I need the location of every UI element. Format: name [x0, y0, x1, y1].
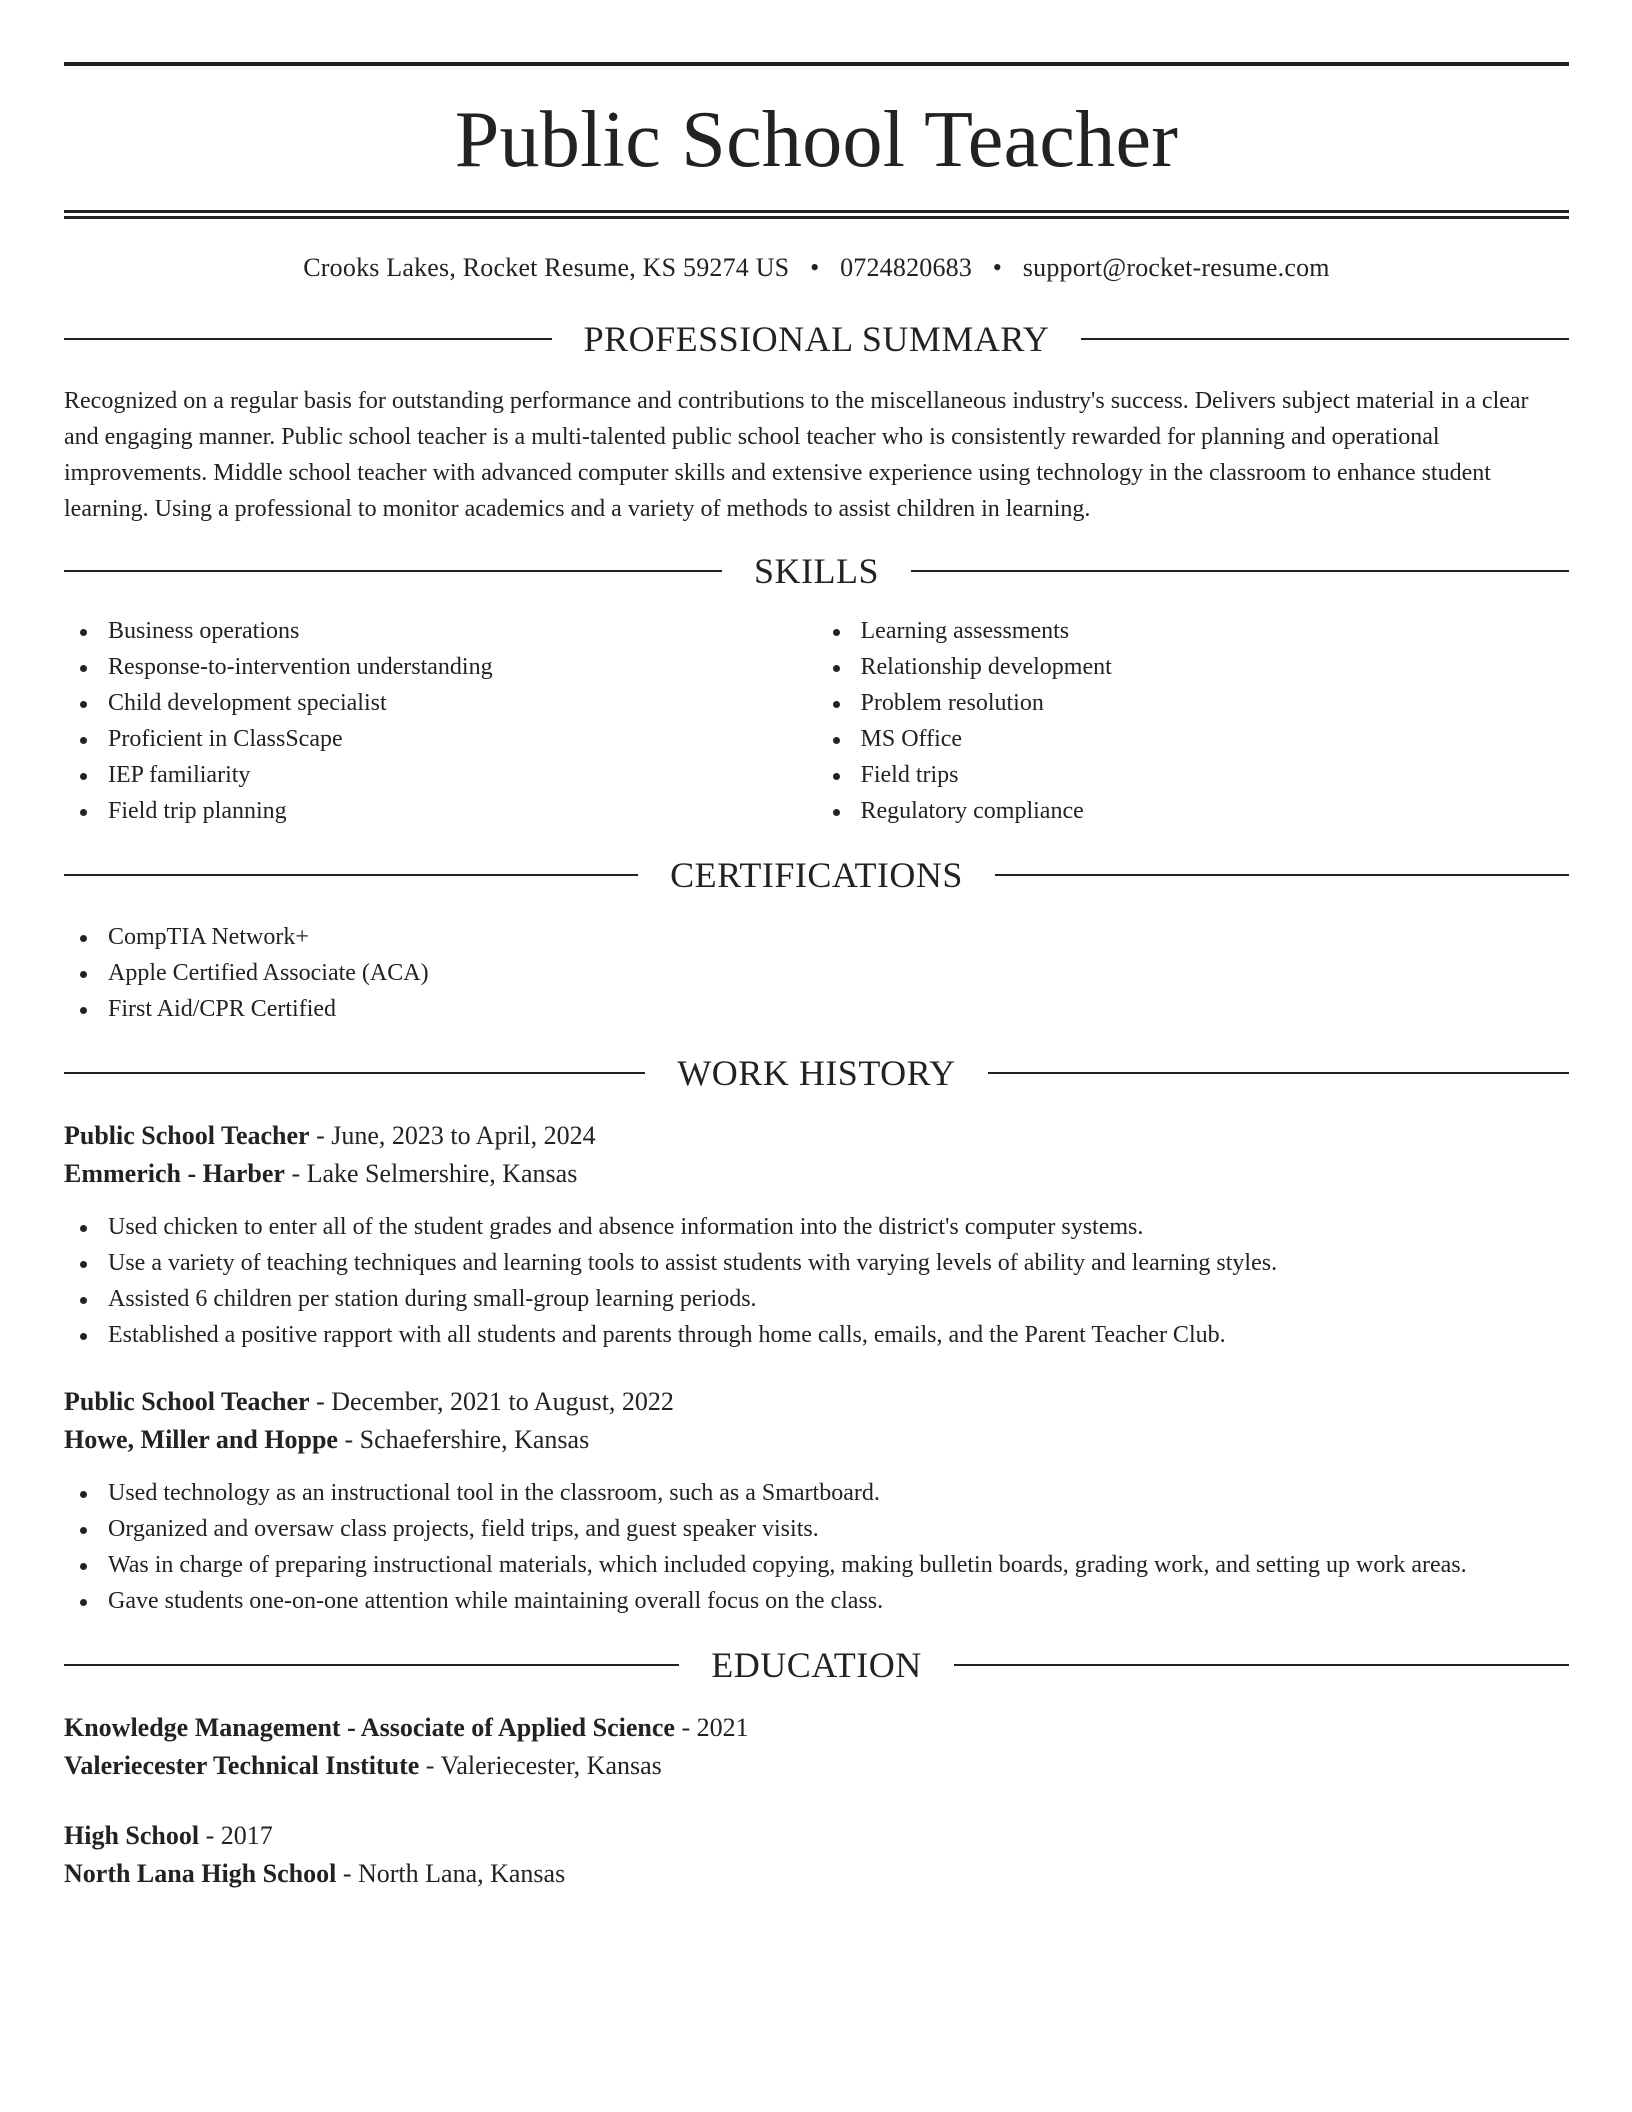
education-year: - 2017 [205, 1821, 273, 1850]
skills-column-left [64, 613, 817, 829]
resume-page [64, 62, 1569, 1893]
heading-rule-left [64, 338, 552, 340]
heading-rule-right [1081, 338, 1569, 340]
contact-phone: 0724820683 [840, 253, 973, 282]
heading-rule-right [988, 1072, 1569, 1074]
education-degree-line [64, 1709, 1569, 1747]
education-degree: Knowledge Management - Associate of Applied Science [64, 1713, 675, 1742]
job-bullet: Organized and oversaw class projects, field trips, and guest speaker visits. [64, 1511, 1569, 1547]
job-company-line [64, 1155, 1569, 1193]
heading-rule-right [995, 874, 1569, 876]
education-heading [64, 1647, 1569, 1683]
contact-separator: • [810, 253, 820, 282]
job-bullet: Assisted 6 children per station during small-group learning periods. [64, 1281, 1569, 1317]
skill-item: Business operations [64, 613, 817, 649]
education-school-line [64, 1855, 1569, 1893]
education-location: - North Lana, Kansas [342, 1859, 566, 1888]
certifications-list [64, 919, 1569, 1027]
summary-title: PROFESSIONAL SUMMARY [583, 319, 1050, 359]
heading-rule-left [64, 570, 722, 572]
education-location: - Valeriecester, Kansas [425, 1751, 662, 1780]
job-company: Howe, Miller and Hoppe [64, 1425, 338, 1454]
job-bullets [64, 1209, 1569, 1353]
job-bullet: Use a variety of teaching techniques and learning tools to assist students with varying levels of ability and learning styles. [64, 1245, 1569, 1281]
certification-item: CompTIA Network+ [64, 919, 1569, 955]
heading-rule-right [911, 570, 1569, 572]
job-bullet: Was in charge of preparing instructional materials, which included copying, making bulletin boards, grading work, and setting up work areas. [64, 1547, 1569, 1583]
heading-rule-left [64, 1072, 645, 1074]
double-rule [64, 210, 1569, 219]
skill-item: Response-to-intervention understanding [64, 649, 817, 685]
job-title: Public School Teacher [64, 1121, 310, 1150]
education-school: Valeriecester Technical Institute [64, 1751, 420, 1780]
job-bullet: Used chicken to enter all of the student grades and absence information into the district's computer systems. [64, 1209, 1569, 1245]
work-history-heading [64, 1055, 1569, 1091]
education-school-line [64, 1747, 1569, 1785]
job-title-line [64, 1117, 1569, 1155]
skills-column-right [817, 613, 1570, 829]
education-degree: High School [64, 1821, 200, 1850]
contact-email: support@rocket-resume.com [1022, 253, 1330, 282]
summary-text: Recognized on a regular basis for outstanding performance and contributions to the miscellaneous industry's success. Delivers subject material in a clear and engaging manner. Public school teacher is a multi-talented public school teacher who is consistently rewarded for planning and operational improvements. Middle school teacher with advanced computer skills and extensive experience using technology in the classroom to enhance student learning. Using a professional to monitor academics and a variety of methods to assist children in learning. [64, 388, 1529, 522]
job-entry [64, 1117, 1569, 1353]
top-rule [64, 62, 1569, 66]
certification-item: First Aid/CPR Certified [64, 991, 1569, 1027]
skill-item: Relationship development [817, 649, 1570, 685]
skill-item: Learning assessments [817, 613, 1570, 649]
education-title: EDUCATION [711, 1645, 922, 1685]
contact-separator: • [992, 253, 1003, 282]
skill-item: Field trips [817, 757, 1570, 793]
skills-title: SKILLS [754, 551, 880, 591]
skills-list [64, 613, 1569, 829]
skills-heading [64, 553, 1569, 589]
skill-item: Problem resolution [817, 685, 1570, 721]
heading-rule-left [64, 1664, 679, 1666]
job-bullets [64, 1475, 1569, 1619]
skill-item: Regulatory compliance [817, 793, 1570, 829]
summary-heading [64, 321, 1569, 357]
job-bullet: Gave students one-on-one attention while maintaining overall focus on the class. [64, 1583, 1569, 1619]
skill-item: MS Office [817, 721, 1570, 757]
heading-rule-left [64, 874, 638, 876]
job-dates: - December, 2021 to August, 2022 [316, 1387, 674, 1416]
work-history-title: WORK HISTORY [677, 1053, 956, 1093]
heading-rule-right [954, 1664, 1569, 1666]
contact-address: Crooks Lakes, Rocket Resume, KS 59274 US [303, 253, 790, 282]
education-entry [64, 1709, 1569, 1785]
certifications-title: CERTIFICATIONS [670, 855, 963, 895]
job-company: Emmerich - Harber [64, 1159, 285, 1188]
education-year: - 2021 [681, 1713, 749, 1742]
job-bullet: Established a positive rapport with all students and parents through home calls, emails, and the Parent Teacher Club. [64, 1317, 1569, 1353]
certification-item: Apple Certified Associate (ACA) [64, 955, 1569, 991]
skill-item: Field trip planning [64, 793, 817, 829]
job-location: - Schaefershire, Kansas [344, 1425, 590, 1454]
job-title-line [64, 1383, 1569, 1421]
job-entry [64, 1383, 1569, 1619]
job-location: - Lake Selmershire, Kansas [291, 1159, 578, 1188]
education-degree-line [64, 1817, 1569, 1855]
certifications-heading [64, 857, 1569, 893]
contact-line [64, 253, 1569, 283]
skill-item: Child development specialist [64, 685, 817, 721]
skill-item: IEP familiarity [64, 757, 817, 793]
education-entry [64, 1817, 1569, 1893]
job-dates: - June, 2023 to April, 2024 [316, 1121, 596, 1150]
education-school: North Lana High School [64, 1859, 337, 1888]
job-bullet: Used technology as an instructional tool in the classroom, such as a Smartboard. [64, 1475, 1569, 1511]
skill-item: Proficient in ClassScape [64, 721, 817, 757]
job-company-line [64, 1421, 1569, 1459]
job-title: Public School Teacher [64, 1387, 310, 1416]
resume-name: Public School Teacher [454, 96, 1179, 184]
